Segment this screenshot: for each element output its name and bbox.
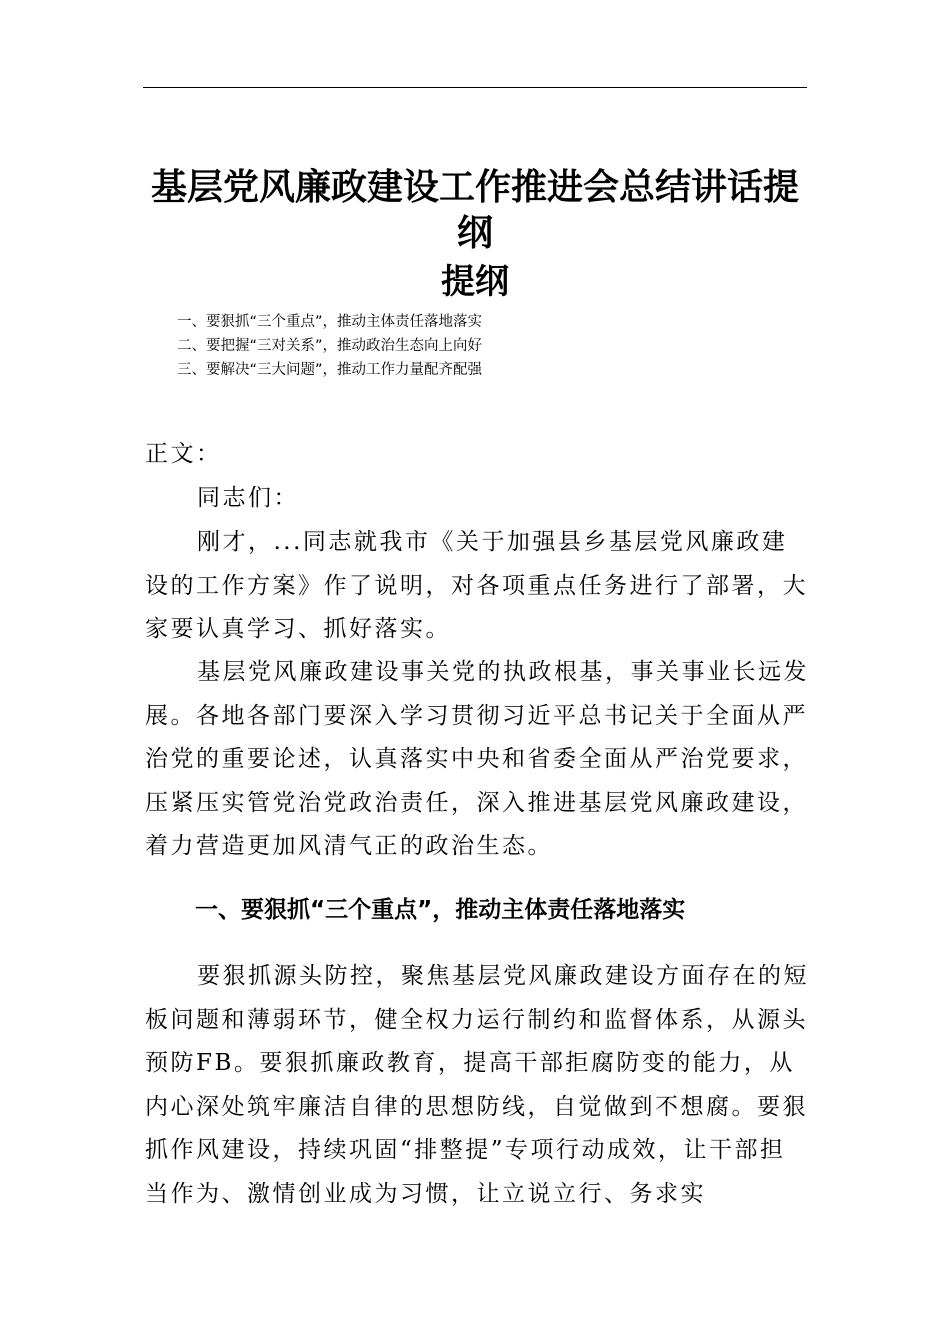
document-title: 基层党风廉政建设工作推进会总结讲话提纲	[150, 167, 799, 254]
section-heading: 一、要狠抓“三个重点”，推动主体责任落地落实	[195, 897, 686, 923]
header-rule	[143, 87, 807, 88]
body-label: 正文：	[145, 441, 222, 467]
outline-heading: 提纲	[441, 262, 509, 302]
outline-list	[177, 310, 482, 382]
outline-item: 三、要解决“三大问题”，推动工作力量配齐配强	[177, 362, 483, 378]
paragraph: 要狠抓源头防控，聚焦基层党风廉政建设方面存在的短板问题和薄弱环节，健全权力运行制约和监督体系，从源头预防FB。要狠抓廉政教育，提高干部拒腐防变的能力，从内心深处筑牢廉洁自律的思想防线，自觉做到不想腐。要狠抓作风建设，持续巩固“排整提”专项行动成效，让干部担当作为、激情创业成为习惯，让立说立行、务求实	[145, 963, 809, 1207]
paragraph: 基层党风廉政建设事关党的执政根基，事关事业长远发展。各地各部门要深入学习贯彻习近平总书记关于全面从严治党的重要论述，认真落实中央和省委全面从严治党要求，压紧压实管党治党政治责任，深入推进基层党风廉政建设，着力营造更加风清气正的政治生态。	[145, 659, 809, 859]
paragraph: 刚才，...同志就我市《关于加强县乡基层党风廉政建设的工作方案》作了说明，对各项重点任务进行了部署，大家要认真学习、抓好落实。	[145, 529, 808, 642]
greeting: 同志们：	[197, 485, 299, 511]
outline-item: 二、要把握“三对关系”，推动政治生态向上向好	[177, 338, 483, 354]
outline-item: 一、要狠抓“三个重点”，推动主体责任落地落实	[177, 314, 483, 330]
